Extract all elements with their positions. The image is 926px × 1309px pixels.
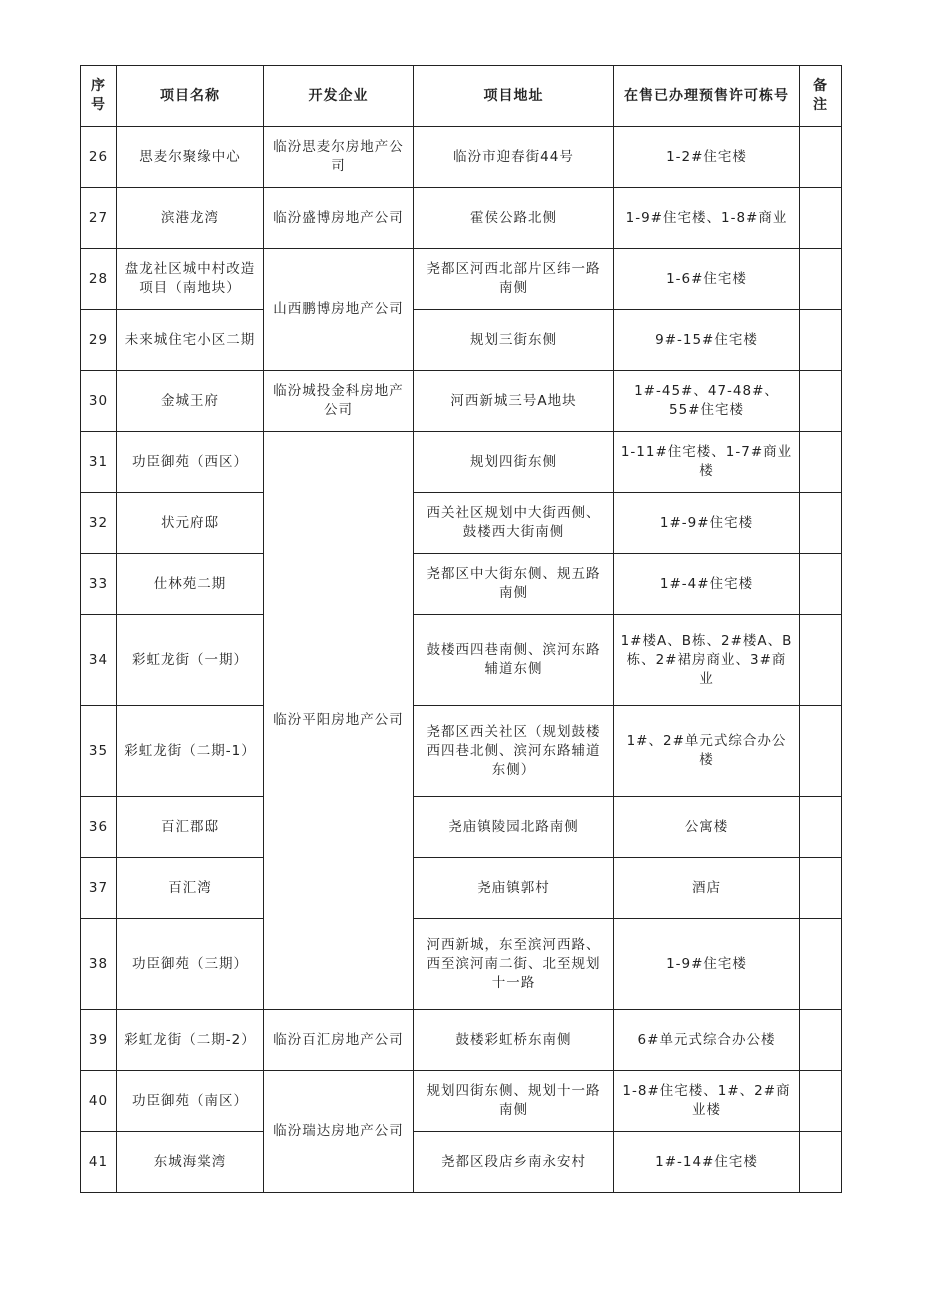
table-row [81,127,842,188]
cell-buildings: 1-6#住宅楼 [614,249,800,310]
cell-no: 29 [81,310,117,371]
cell-no: 34 [81,615,117,706]
cell-buildings: 1-9#住宅楼、1-8#商业 [614,188,800,249]
table-row [81,615,842,706]
table-row [81,858,842,919]
cell-project-name: 彩虹龙街（二期-1） [117,706,264,797]
cell-address: 西关社区规划中大街西侧、鼓楼西大街南侧 [414,493,614,554]
cell-remarks [800,615,842,706]
cell-remarks [800,371,842,432]
cell-buildings: 1-8#住宅楼、1#、2#商业楼 [614,1071,800,1132]
header-row [81,66,842,127]
cell-buildings: 1-9#住宅楼 [614,919,800,1010]
table-row [81,310,842,371]
cell-no: 28 [81,249,117,310]
cell-remarks [800,919,842,1010]
cell-no: 35 [81,706,117,797]
cell-buildings: 1#-9#住宅楼 [614,493,800,554]
cell-address: 尧都区中大街东侧、规五路南侧 [414,554,614,615]
cell-address: 尧都区段店乡南永安村 [414,1132,614,1193]
cell-developer: 临汾百汇房地产公司 [264,1010,414,1071]
cell-no: 26 [81,127,117,188]
cell-no: 27 [81,188,117,249]
cell-developer: 山西鹏博房地产公司 [264,249,414,371]
cell-remarks [800,858,842,919]
cell-developer: 临汾城投金科房地产公司 [264,371,414,432]
cell-developer: 临汾思麦尔房地产公司 [264,127,414,188]
cell-buildings: 1-11#住宅楼、1-7#商业楼 [614,432,800,493]
cell-no: 39 [81,1010,117,1071]
cell-address: 规划四街东侧、规划十一路南侧 [414,1071,614,1132]
cell-address: 河西新城，东至滨河西路、西至滨河南二街、北至规划十一路 [414,919,614,1010]
cell-project-name: 未来城住宅小区二期 [117,310,264,371]
cell-address: 临汾市迎春街44号 [414,127,614,188]
table-row [81,493,842,554]
cell-project-name: 功臣御苑（南区） [117,1071,264,1132]
cell-project-name: 彩虹龙街（一期） [117,615,264,706]
cell-remarks [800,554,842,615]
cell-address: 尧都区河西北部片区纬一路南侧 [414,249,614,310]
cell-no: 36 [81,797,117,858]
cell-buildings: 1#楼A、B栋、2#楼A、B栋、2#裙房商业、3#商业 [614,615,800,706]
cell-address: 河西新城三号A地块 [414,371,614,432]
cell-buildings: 公寓楼 [614,797,800,858]
presale-permit-table [80,65,842,1193]
cell-address: 尧庙镇郭村 [414,858,614,919]
col-header-address: 项目地址 [414,66,614,127]
col-header-remarks: 备注 [800,66,842,127]
cell-address: 鼓楼西四巷南侧、滨河东路辅道东侧 [414,615,614,706]
cell-project-name: 功臣御苑（三期） [117,919,264,1010]
cell-address: 规划四街东侧 [414,432,614,493]
col-header-project-name: 项目名称 [117,66,264,127]
cell-no: 30 [81,371,117,432]
cell-remarks [800,797,842,858]
cell-buildings: 9#-15#住宅楼 [614,310,800,371]
cell-no: 33 [81,554,117,615]
cell-no: 38 [81,919,117,1010]
cell-no: 37 [81,858,117,919]
cell-address: 霍侯公路北侧 [414,188,614,249]
cell-address: 尧庙镇陵园北路南侧 [414,797,614,858]
cell-project-name: 百汇湾 [117,858,264,919]
cell-project-name: 百汇郡邸 [117,797,264,858]
cell-buildings: 6#单元式综合办公楼 [614,1010,800,1071]
cell-project-name: 盘龙社区城中村改造项目（南地块） [117,249,264,310]
cell-remarks [800,249,842,310]
cell-buildings: 酒店 [614,858,800,919]
table-row [81,1132,842,1193]
cell-project-name: 功臣御苑（西区） [117,432,264,493]
col-header-buildings: 在售已办理预售许可栋号 [614,66,800,127]
table-row [81,371,842,432]
cell-remarks [800,1132,842,1193]
col-header-no: 序号 [81,66,117,127]
cell-remarks [800,1071,842,1132]
cell-project-name: 彩虹龙街（二期-2） [117,1010,264,1071]
cell-developer: 临汾瑞达房地产公司 [264,1071,414,1193]
cell-buildings: 1-2#住宅楼 [614,127,800,188]
cell-buildings: 1#、2#单元式综合办公楼 [614,706,800,797]
cell-buildings: 1#-45#、47-48#、55#住宅楼 [614,371,800,432]
table-row [81,797,842,858]
cell-remarks [800,188,842,249]
cell-no: 31 [81,432,117,493]
cell-no: 41 [81,1132,117,1193]
table-row [81,188,842,249]
cell-buildings: 1#-14#住宅楼 [614,1132,800,1193]
table-row [81,919,842,1010]
cell-project-name: 金城王府 [117,371,264,432]
cell-buildings: 1#-4#住宅楼 [614,554,800,615]
cell-remarks [800,1010,842,1071]
table-row [81,249,842,310]
cell-project-name: 滨港龙湾 [117,188,264,249]
cell-address: 鼓楼彩虹桥东南侧 [414,1010,614,1071]
cell-project-name: 思麦尔聚缘中心 [117,127,264,188]
cell-developer: 临汾平阳房地产公司 [264,432,414,1010]
cell-remarks [800,706,842,797]
table-row [81,1071,842,1132]
table-row [81,706,842,797]
cell-remarks [800,127,842,188]
cell-remarks [800,493,842,554]
cell-project-name: 东城海棠湾 [117,1132,264,1193]
cell-address: 规划三街东侧 [414,310,614,371]
table-row [81,1010,842,1071]
cell-address: 尧都区西关社区（规划鼓楼西四巷北侧、滨河东路辅道东侧） [414,706,614,797]
cell-remarks [800,310,842,371]
cell-developer: 临汾盛博房地产公司 [264,188,414,249]
table-row [81,432,842,493]
cell-remarks [800,432,842,493]
cell-project-name: 状元府邸 [117,493,264,554]
col-header-developer: 开发企业 [264,66,414,127]
table-row [81,554,842,615]
cell-no: 32 [81,493,117,554]
cell-project-name: 仕林苑二期 [117,554,264,615]
cell-no: 40 [81,1071,117,1132]
